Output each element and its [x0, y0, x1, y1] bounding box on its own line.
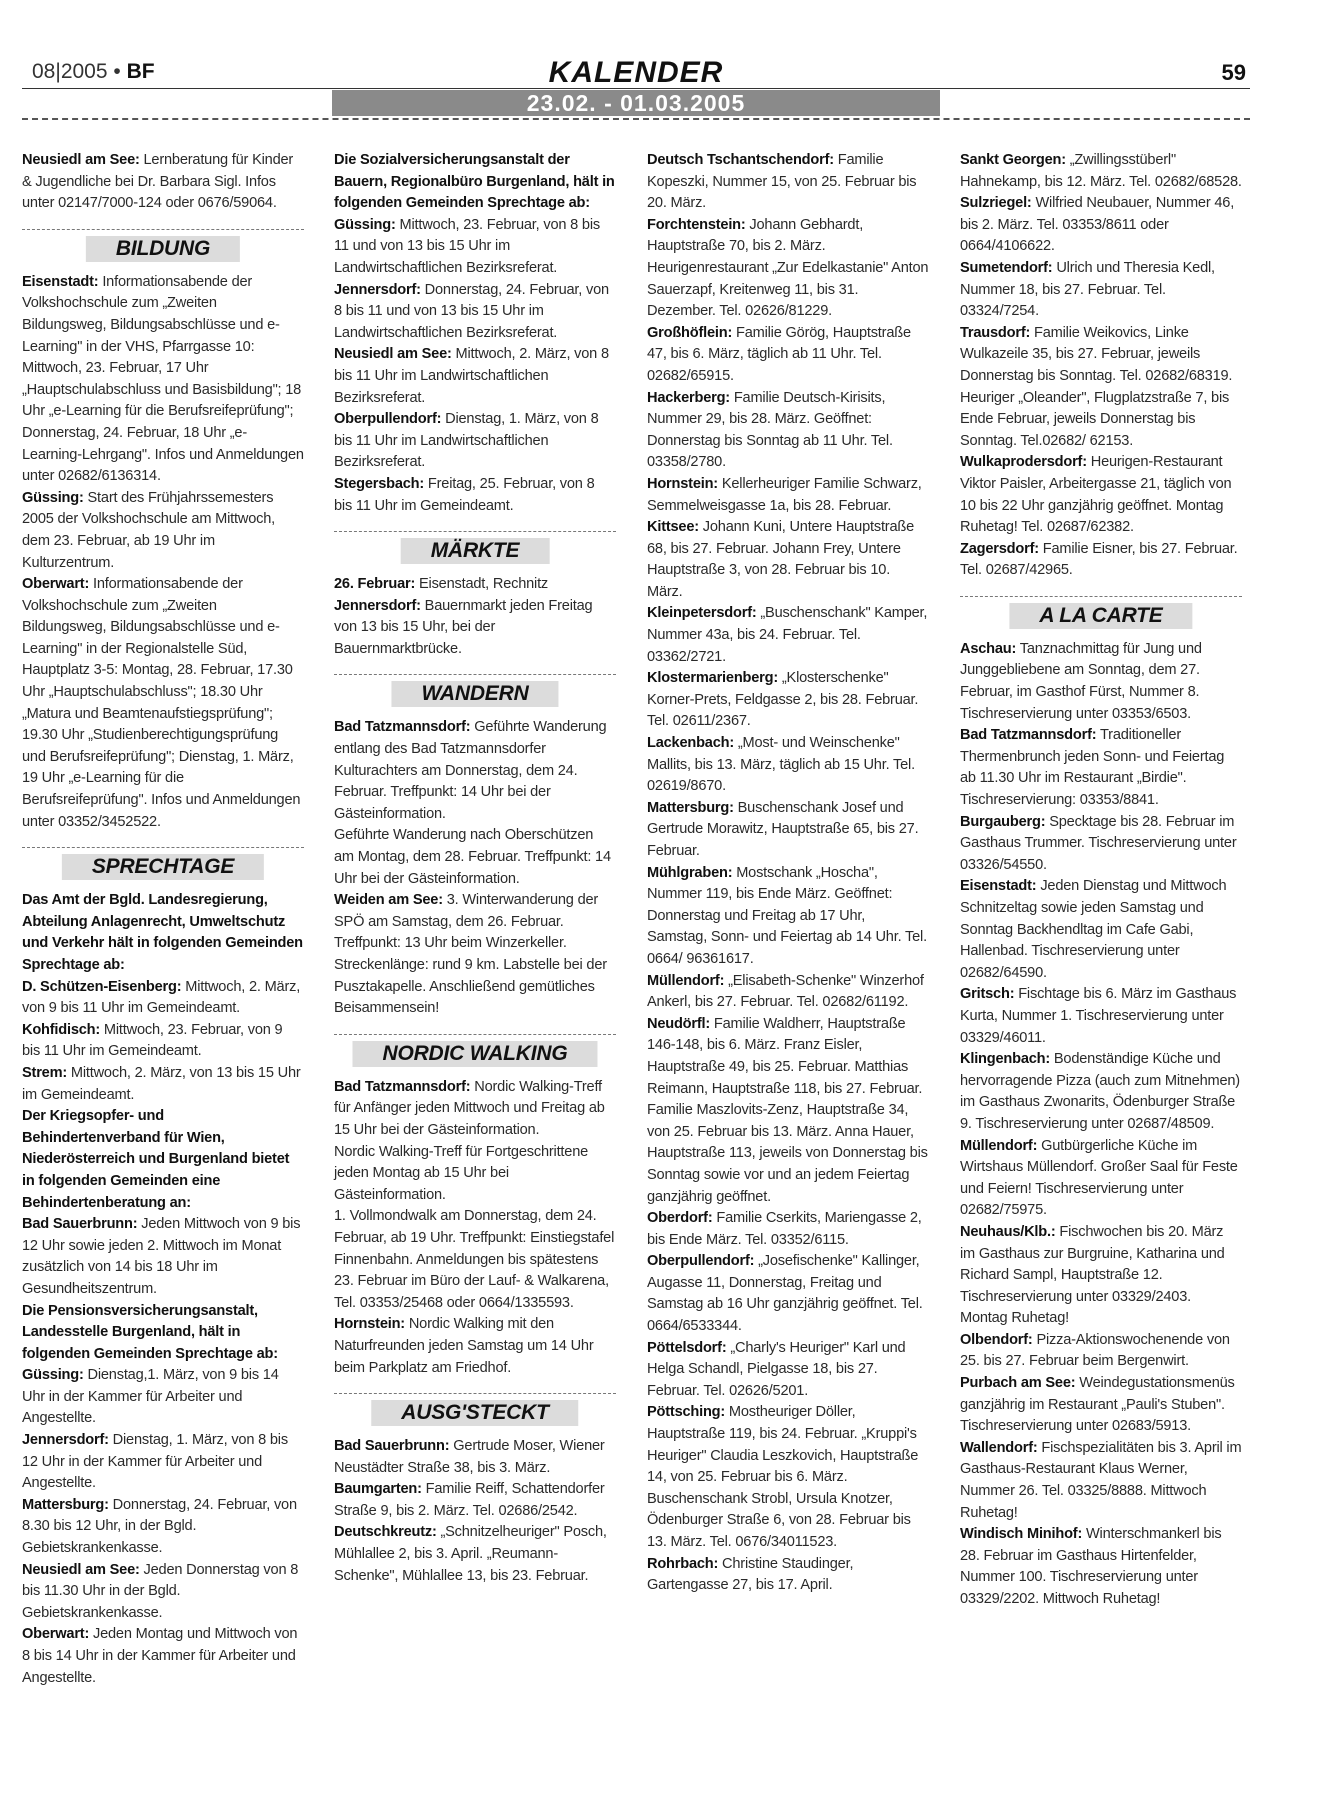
entry-text: Gutbürgerliche Küche im Wirtshaus Müllendorf. Großer Saal für Feste und Feiern! Tischreservierung unter 02682/75975.	[960, 1137, 1238, 1219]
entry-text: Nordic Walking mit den Naturfreunden jeden Samstag um 14 Uhr beim Parkplatz am Friedhof.	[334, 1316, 594, 1376]
entry-text: Lernberatung für Kinder & Jugendliche bei Dr. Barbara Sigl. Infos unter 02147/7000-124 oder 0676/59064.	[22, 152, 294, 212]
entry-text: Donnerstag, 24. Februar, von 8.30 bis 12 Uhr, in der Bgld. Gebietskrankenkasse.	[22, 1496, 297, 1557]
entry-place: Aschau:	[960, 640, 1017, 657]
entry-text: Jeden Montag und Mittwoch von 8 bis 14 Uhr in der Kammer für Arbeiter und Angestellte.	[22, 1626, 298, 1686]
section-title: KALENDER	[548, 56, 724, 89]
entry-place: Güssing:	[22, 1367, 84, 1384]
entry-text: Familie Deutsch-Kirisits, Nummer 29, bis 28. März. Geöffnet: Donnerstag bis Sonntag ab 11 Uhr. Tel. 03358/2780.	[647, 389, 893, 471]
calendar-entry	[22, 574, 304, 833]
entry-place: Neusiedl am See:	[334, 346, 452, 363]
calendar-entry	[334, 1314, 616, 1379]
calendar-entry	[22, 1063, 304, 1106]
entry-place: Lackenbach:	[647, 735, 735, 752]
entry-place: Pöttsching:	[647, 1404, 726, 1421]
calendar-entry	[960, 150, 1242, 193]
calendar-entry	[960, 193, 1242, 258]
entry-text: „Josefischenke" Kallinger, Augasse 11, Donnerstag, Freitag und Samstag ab 16 Uhr ganzjährig geöffnet. Tel. 0664/6533344.	[647, 1253, 923, 1335]
calendar-entry	[22, 1020, 304, 1063]
entry-place: Bad Tatzmannsdorf:	[334, 719, 471, 736]
entry-place: Sulzriegel:	[960, 195, 1032, 212]
section-heading-label: A LA CARTE	[1009, 603, 1192, 629]
entry-place: Das Amt der Bgld. Landesregierung, Abteilung Anlagenrecht, Umweltschutz und Verkehr hält in folgenden Gemeinden Sprechtage ab:	[22, 892, 303, 973]
calendar-entry	[647, 1251, 929, 1337]
entry-text: „Most- und Weinschenke" Mallits, bis 13. März, täglich ab 15 Uhr. Tel. 02619/8670.	[647, 735, 915, 795]
date-range-banner: 23.02. - 01.03.2005	[332, 90, 940, 116]
calendar-entry	[960, 1330, 1242, 1373]
entry-place: Stegersbach:	[334, 475, 425, 492]
calendar-entry	[647, 1208, 929, 1251]
calendar-entry	[647, 733, 929, 798]
entry-text: „Charly's Heuriger" Karl und Helga Schandl, Pielgasse 18, bis 27. Februar. Tel. 02626/5201.	[647, 1339, 906, 1399]
calendar-entry	[647, 323, 929, 388]
entry-place: Kleinpetersdorf:	[647, 605, 757, 622]
calendar-entry	[334, 280, 616, 345]
entry-text: „Elisabeth-Schenke" Winzerhof Ankerl, bis 27. Februar. Tel. 02682/61192.	[647, 972, 924, 1011]
column-2	[334, 150, 616, 1587]
header-dashed-rule	[22, 118, 1250, 120]
entry-place: Jennersdorf:	[334, 597, 421, 614]
entry-text: Nordic Walking-Treff für Fortgeschrittene jeden Montag ab 15 Uhr bei Gästeinformation.	[334, 1143, 589, 1203]
entry-text: Johann Gebhardt, Hauptstraße 70, bis 2. März. Heurigenrestaurant „Zur Edelkastanie" Anton Sauerzapf, Kreitenweg 11, bis 31. Dezember. Tel. 02626/81229.	[647, 216, 929, 320]
entry-place: Windisch Minihof:	[960, 1526, 1083, 1543]
entry-place: Müllendorf:	[647, 972, 725, 989]
calendar-entry	[647, 215, 929, 323]
entry-place: Klingenbach:	[960, 1051, 1051, 1068]
calendar-entry	[334, 890, 616, 1020]
entry-text: Jeden Dienstag und Mittwoch Schnitzeltag sowie jeden Samstag und Sonntag Backhendltag im Cafe Gabi, Hallenbad. Tischreservierung unter 02682/64590.	[960, 878, 1227, 981]
calendar-entry	[647, 388, 929, 474]
calendar-entry	[334, 1206, 616, 1314]
section-heading	[334, 531, 616, 566]
entry-text: Weindegustationsmenüs ganzjährig im Restaurant „Pauli's Stuben". Tischreservierung unter 02683/5913.	[960, 1375, 1235, 1435]
calendar-entry	[647, 1338, 929, 1403]
entry-place: Eisenstadt:	[960, 878, 1037, 895]
section-heading-label: WANDERN	[391, 681, 558, 707]
calendar-entry	[22, 977, 304, 1020]
entry-text: 3. Winterwanderung der SPÖ am Samstag, dem 26. Februar. Treffpunkt: 13 Uhr beim Winzerkeller. Streckenlänge: rund 9 km. Labstelle bei der Pusztakapelle. Anschließend gemütliches Beisammensein!	[334, 892, 607, 1017]
entry-text: Familie Reiff, Schattendorfer Straße 9, bis 2. März. Tel. 02686/2542.	[334, 1481, 605, 1519]
entry-place: D. Schützen-Eisenberg:	[22, 978, 182, 995]
entry-place: Purbach am See:	[960, 1375, 1076, 1392]
entry-place: Deutsch Tschantschendorf:	[647, 152, 834, 168]
calendar-entry	[647, 150, 929, 215]
entry-text: Familie Kopeszki, Nummer 15, von 25. Februar bis 20. März.	[647, 152, 917, 212]
calendar-entry	[334, 1077, 616, 1142]
entry-place: Bad Tatzmannsdorf:	[960, 727, 1097, 744]
calendar-entry	[960, 639, 1242, 725]
entry-place: Der Kriegsopfer- und Behindertenverband für Wien, Niederösterreich und Burgenland bietet in folgenden Gemeinden eine Behindertenberatung an:	[22, 1108, 290, 1211]
entry-text: Geführte Wanderung nach Oberschützen am Montag, dem 28. Februar. Treffpunkt: 14 Uhr bei der Gästeinformation.	[334, 827, 611, 887]
calendar-entry	[334, 1479, 616, 1522]
entry-place: Gritsch:	[960, 986, 1015, 1003]
entry-text: Bauernmarkt jeden Freitag von 13 bis 15 Uhr, bei der Bauernmarktbrücke.	[334, 597, 593, 657]
calendar-entry	[334, 344, 616, 409]
calendar-entry	[22, 1560, 304, 1625]
calendar-entry	[22, 1624, 304, 1689]
section-heading	[22, 229, 304, 264]
entry-place: Rohrbach:	[647, 1555, 719, 1572]
calendar-entry	[960, 539, 1242, 582]
calendar-entry	[334, 574, 616, 596]
calendar-entry	[960, 1136, 1242, 1222]
entry-text: Mittwoch, 2. März, von 8 bis 11 Uhr im Landwirtschaftlichen Bezirksreferat.	[334, 346, 609, 406]
calendar-entry	[647, 971, 929, 1014]
section-heading	[22, 847, 304, 882]
entry-text: Start des Frühjahrssemesters 2005 der Volkshochschule am Mittwoch, dem 23. Februar, ab 19 Uhr im Kulturzentrum.	[22, 489, 275, 571]
calendar-entry	[334, 717, 616, 825]
entry-text: Ulrich und Theresia Kedl, Nummer 18, bis 27. Februar. Tel. 03324/7254.	[960, 259, 1215, 320]
entry-place: Mühlgraben:	[647, 864, 733, 881]
section-heading-label: MÄRKTE	[401, 538, 550, 564]
entry-place: Forchtenstein:	[647, 216, 746, 233]
calendar-entry	[647, 1402, 929, 1553]
calendar-entry	[22, 1106, 304, 1214]
entry-place: Mattersburg:	[647, 799, 734, 816]
entry-place: Mattersburg:	[22, 1496, 109, 1513]
calendar-entry	[334, 1522, 616, 1587]
entry-place: Bad Tatzmannsdorf:	[334, 1078, 471, 1095]
entry-place: Wulkaprodersdorf:	[960, 454, 1087, 471]
section-heading	[334, 1393, 616, 1428]
calendar-entry	[960, 1373, 1242, 1438]
entry-place: Müllendorf:	[960, 1137, 1038, 1154]
entry-text: Heurigen-Restaurant Viktor Paisler, Arbeitergasse 21, täglich von 10 bis 22 Uhr ganzjährig geöffnet. Montag Ruhetag! Tel. 02687/62382.	[960, 454, 1232, 536]
column-3	[647, 150, 929, 1597]
section-heading	[334, 674, 616, 709]
header-rule	[22, 88, 1250, 89]
issue-number: 08|2005	[32, 60, 108, 83]
entry-place: Jennersdorf:	[334, 281, 421, 298]
calendar-entry	[960, 984, 1242, 1049]
entry-text: Dienstag, 1. März, von 8 bis 12 Uhr in der Kammer für Arbeiter und Angestellte.	[22, 1432, 288, 1492]
section-heading-label: BILDUNG	[86, 236, 240, 262]
entry-text: Gertrude Moser, Wiener Neustädter Straße 38, bis 3. März.	[334, 1438, 605, 1476]
entry-place: Sumetendorf:	[960, 259, 1053, 276]
entry-place: Bad Sauerbrunn:	[22, 1216, 138, 1233]
entry-text: Informationsabende der Volkshochschule zum „Zweiten Bildungsweg, Bildungsabschlüsse und e-Learning" in der Regionalstelle Süd, Hauptplatz 3-5: Montag, 28. Februar, 17.30 Uhr „Hauptschulabschluss"; 18.30 Uhr „Matura und Beamtenaufstiegsprüfung"; 19.30 Uhr „Studienberechtigungsprüfung und Berufsreifeprüfung"; Dienstag, 1. März, 19 Uhr „e-Learning für die Berufsreifeprüfung". Infos und Anmeldungen unter 03352/3452522.	[22, 576, 301, 830]
entry-text: Kellerheuriger Familie Schwarz, Semmelweisgasse 1a, bis 28. Februar.	[647, 475, 922, 514]
calendar-entry	[960, 812, 1242, 877]
column-1	[22, 150, 304, 1689]
calendar-entry	[334, 1436, 616, 1479]
entry-text: Pizza-Aktionswochenende von 25. bis 27. Februar beim Bergenwirt.	[960, 1331, 1230, 1370]
entry-text: Fischwochen bis 20. März im Gasthaus zur Burgruine, Katharina und Richard Sampl, Hauptstraße 12. Tischreservierung unter 03329/2403. Montag Ruhetag!	[960, 1223, 1225, 1327]
calendar-entry	[334, 474, 616, 517]
entry-place: Kittsee:	[647, 519, 699, 536]
calendar-entry	[334, 825, 616, 890]
entry-place: Güssing:	[334, 216, 396, 233]
entry-text: Freitag, 25. Februar, von 8 bis 11 Uhr im Gemeindeamt.	[334, 475, 595, 514]
page-number: 59	[1221, 60, 1246, 85]
entry-text: Geführte Wanderung entlang des Bad Tatzmannsdorfer Kulturachters am Donnerstag, dem 24. Februar. Treffpunkt: 14 Uhr bei der Gästeinformation.	[334, 719, 607, 822]
section-heading-label: NORDIC WALKING	[352, 1041, 597, 1067]
section-heading	[334, 1034, 616, 1069]
entry-place: Klostermarienberg:	[647, 670, 779, 687]
entry-place: Burgauberg:	[960, 813, 1046, 830]
calendar-entry	[960, 323, 1242, 453]
entry-place: Baumgarten:	[334, 1481, 422, 1498]
entry-text: Winterschmankerl bis 28. Februar im Gasthaus Hirtenfelder, Nummer 100. Tischreservierung unter 03329/2202. Mittwoch Ruhetag!	[960, 1526, 1222, 1607]
entry-place: Die Pensionsversicherungsanstalt, Landesstelle Burgenland, hält in folgenden Gemeinden Sprechtage ab:	[22, 1302, 278, 1362]
calendar-entry	[22, 488, 304, 574]
entry-text: Jeden Donnerstag von 8 bis 11.30 Uhr in der Bgld. Gebietskrankenkasse.	[22, 1561, 299, 1621]
entry-text: Familie Görög, Hauptstraße 47, bis 6. März, täglich ab 11 Uhr. Tel. 02682/65915.	[647, 324, 911, 384]
entry-place: Wallendorf:	[960, 1439, 1038, 1456]
calendar-entry	[960, 1222, 1242, 1330]
entry-text: Informationsabende der Volkshochschule zum „Zweiten Bildungsweg, Bildungsabschlüsse und e-Learning" in der VHS, Pfarrgasse 10: Mittwoch, 23. Februar, 17 Uhr „Hauptschulabschluss und Basisbildung"; 18 Uhr „e-Learning für die Berufsreifeprüfung"; Donnerstag, 24. Februar, 18 Uhr „e-Learning-Lehrgang". Infos und Anmeldungen unter 02682/6136314.	[22, 273, 304, 485]
entry-place: Hornstein:	[334, 1316, 405, 1333]
entry-place: Trausdorf:	[960, 324, 1031, 341]
calendar-entry	[960, 452, 1242, 538]
entry-text: Mittwoch, 23. Februar, von 8 bis 11 und von 13 bis 15 Uhr im Landwirtschaftlichen Bezirksreferat.	[334, 216, 600, 276]
entry-text: Familie Eisner, bis 27. Februar. Tel. 02687/42965.	[960, 540, 1238, 579]
entry-place: Strem:	[22, 1064, 68, 1081]
entry-text: Familie Weikovics, Linke Wulkazeile 35, bis 27. Februar, jeweils Donnerstag bis Sonntag. Tel. 02682/68319. Heuriger „Oleander", Flugplatzstraße 7, bis Ende Februar, jeweils Donnerstag bis Sonntag. Tel.02682/ 62153.	[960, 324, 1233, 449]
entry-text: Specktage bis 28. Februar im Gasthaus Trummer. Tischreservierung unter 03326/54550.	[960, 813, 1237, 873]
entry-place: Hackerberg:	[647, 389, 730, 406]
calendar-entry	[647, 863, 929, 971]
calendar-entry	[22, 1365, 304, 1430]
page-header	[22, 58, 1250, 120]
entry-text: Dienstag,1. März, von 9 bis 14 Uhr in der Kammer für Arbeiter und Angestellte.	[22, 1367, 279, 1427]
entry-text: Fischspezialitäten bis 3. April im Gasthaus-Restaurant Klaus Werner, Nummer 26. Tel. 03325/8888. Mittwoch Ruhetag!	[960, 1439, 1242, 1521]
entry-text: Fischtage bis 6. März im Gasthaus Kurta, Nummer 1. Tischreservierung unter 03329/46011.	[960, 986, 1237, 1046]
entry-text: Johann Kuni, Untere Hauptstraße 68, bis 27. Februar. Johann Frey, Untere Hauptstraße 3, von 28. Februar bis 10. März.	[647, 519, 915, 600]
entry-text: „Buschenschank" Kamper, Nummer 43a, bis 24. Februar. Tel. 03362/2721.	[647, 605, 928, 665]
entry-text: Wilfried Neubauer, Nummer 46, bis 2. März. Tel. 03353/8611 oder 0664/4106622.	[960, 195, 1235, 255]
calendar-entry	[334, 150, 616, 215]
entry-place: Neuhaus/Klb.:	[960, 1223, 1056, 1240]
entry-place: Güssing:	[22, 489, 84, 506]
entry-place: Neusiedl am See:	[22, 152, 140, 168]
entry-place: Großhöflein:	[647, 324, 733, 341]
entry-place: Kohfidisch:	[22, 1021, 101, 1038]
entry-place: Deutschkreutz:	[334, 1524, 437, 1541]
entry-text: Mittwoch, 2. März, von 9 bis 11 Uhr im Gemeindeamt.	[22, 978, 301, 1017]
calendar-entry	[22, 1301, 304, 1366]
calendar-entry	[647, 1554, 929, 1597]
calendar-entry	[334, 596, 616, 661]
entry-place: 26. Februar:	[334, 576, 416, 593]
entry-place: Oberwart:	[22, 576, 90, 593]
calendar-entry	[334, 1142, 616, 1207]
entry-place: Oberpullendorf:	[647, 1253, 755, 1270]
entry-place: Bad Sauerbrunn:	[334, 1438, 450, 1455]
entry-text: Traditioneller Thermenbrunch jeden Sonn- und Feiertag ab 11.30 Uhr im Restaurant „Birdie". Tischreservierung: 03353/8841.	[960, 727, 1225, 809]
calendar-entry	[22, 150, 304, 215]
calendar-entry	[22, 1214, 304, 1300]
entry-place: Weiden am See:	[334, 892, 443, 909]
entry-text: Bodenständige Küche und hervorragende Pizza (auch zum Mitnehmen) im Gasthaus Zwonarits, Ödenburger Straße 9. Tischreservierung unter 02687/48509.	[960, 1051, 1240, 1132]
entry-place: Olbendorf:	[960, 1331, 1033, 1348]
calendar-entry	[647, 517, 929, 603]
entry-text: Donnerstag, 24. Februar, von 8 bis 11 und von 13 bis 15 Uhr im Landwirtschaftlichen Bezirksreferat.	[334, 281, 609, 341]
calendar-entry	[22, 1430, 304, 1495]
entry-text: Tanznachmittag für Jung und Junggebliebene am Sonntag, dem 27. Februar, im Gasthof Fürst, Nummer 8. Tischreservierung unter 03353/6503.	[960, 640, 1202, 722]
entry-place: Zagersdorf:	[960, 540, 1039, 557]
entry-text: Christine Staudinger, Gartengasse 27, bis 17. April.	[647, 1555, 854, 1594]
entry-place: Hornstein:	[647, 475, 718, 492]
entry-place: Oberwart:	[22, 1626, 90, 1643]
entry-text: Mittwoch, 23. Februar, von 9 bis 11 Uhr im Gemeindeamt.	[22, 1021, 283, 1060]
entry-text: Mostheuriger Döller, Hauptstraße 119, bis 24. Februar. „Kruppi's Heuriger" Claudia Leszkovich, Hauptstraße 14, von 25. Februar bis 6. März. Buschenschank Strobl, Ursula Knotzer, Ödenburger Straße 6, von 28. Februar bis 13. März. Tel. 0676/34011523.	[647, 1404, 919, 1550]
entry-text: Dienstag, 1. März, von 8 bis 11 Uhr im Landwirtschaftlichen Bezirksreferat.	[334, 411, 599, 471]
entry-text: Mostschank „Hoscha", Nummer 119, bis Ende März. Geöffnet: Donnerstag und Freitag ab 17 Uhr, Samstag, Sonn- und Feiertag ab 14 Uhr. Tel. 0664/ 96361617.	[647, 864, 927, 967]
entry-place: Sankt Georgen:	[960, 152, 1066, 168]
entry-place: Neudörfl:	[647, 1015, 711, 1032]
entry-text: Mittwoch, 2. März, von 13 bis 15 Uhr im Gemeindeamt.	[22, 1064, 301, 1103]
calendar-entry	[22, 272, 304, 488]
entry-place: Die Sozialversicherungsanstalt der Bauern, Regionalbüro Burgenland, hält in folgenden Gemeinden Sprechtage ab:	[334, 152, 615, 212]
calendar-entry	[334, 409, 616, 474]
column-4	[960, 150, 1242, 1611]
entry-text: „Zwillingsstüberl" Hahnekamp, bis 12. März. Tel. 02682/68528.	[960, 152, 1242, 190]
entry-place: Eisenstadt:	[22, 273, 99, 290]
entry-place: Oberpullendorf:	[334, 411, 442, 428]
entry-place: Pöttelsdorf:	[647, 1339, 727, 1356]
entry-text: Familie Waldherr, Hauptstraße 146-148, bis 6. März. Franz Eisler, Hauptstraße 49, bis 25. Februar. Matthias Reimann, Hauptstraße 118, bis 27. Februar. Familie Maszlovits-Zenz, Hauptstraße 34, von 25. Februar bis 13. März. Anna Hauer, Hauptstraße 113, jeweils von Donnerstag bis Sonntag sowie vor und an jedem Feiertag ganzjährig geöffnet.	[647, 1015, 928, 1205]
entry-text: 1. Vollmondwalk am Donnerstag, dem 24. Februar, ab 19 Uhr. Treffpunkt: Einstiegstafel Finnenbahn. Anmeldungen bis spätestens 23. Februar im Büro der Lauf- & Walkarena, Tel. 03353/25468 oder 0664/1335593.	[334, 1208, 615, 1311]
calendar-entry	[647, 474, 929, 517]
entry-text: Nordic Walking-Treff für Anfänger jeden Mittwoch und Freitag ab 15 Uhr bei der Gästeinformation.	[334, 1078, 605, 1138]
calendar-entry	[647, 668, 929, 733]
calendar-entry	[960, 876, 1242, 984]
calendar-entry	[22, 890, 304, 976]
brand-label: BF	[126, 60, 155, 83]
calendar-entry	[647, 603, 929, 668]
section-heading-label: AUSG'STECKT	[371, 1400, 578, 1426]
calendar-entry	[334, 215, 616, 280]
calendar-entry	[960, 725, 1242, 811]
calendar-entry	[647, 798, 929, 863]
entry-place: Jennersdorf:	[22, 1432, 109, 1449]
calendar-entry	[960, 258, 1242, 323]
section-heading-label: SPRECHTAGE	[62, 854, 264, 880]
entry-text: Familie Cserkits, Mariengasse 2, bis Ende März. Tel. 03352/6115.	[647, 1210, 922, 1248]
entry-text: „Schnitzelheuriger" Posch, Mühlallee 2, bis 3. April. „Reumann-Schenke", Mühlallee 13, bis 23. Februar.	[334, 1524, 607, 1584]
calendar-entry	[22, 1495, 304, 1560]
calendar-entry	[960, 1438, 1242, 1524]
entry-text: Buschenschank Josef und Gertrude Morawitz, Hauptstraße 65, bis 27. Februar.	[647, 799, 919, 859]
calendar-entry	[960, 1524, 1242, 1610]
section-heading	[960, 596, 1242, 631]
entry-text: Jeden Mittwoch von 9 bis 12 Uhr sowie jeden 2. Mittwoch im Monat zusätzlich von 14 bis 18 Uhr im Gesundheitszentrum.	[22, 1216, 301, 1297]
calendar-entry	[960, 1049, 1242, 1135]
issue-separator: •	[113, 60, 127, 83]
calendar-entry	[647, 1014, 929, 1208]
entry-place: Neusiedl am See:	[22, 1561, 140, 1578]
entry-text: Eisenstadt, Rechnitz	[415, 576, 549, 593]
entry-place: Oberdorf:	[647, 1210, 713, 1227]
entry-text: „Klosterschenke" Korner-Prets, Feldgasse 2, bis 28. Februar. Tel. 02611/2367.	[647, 670, 919, 730]
